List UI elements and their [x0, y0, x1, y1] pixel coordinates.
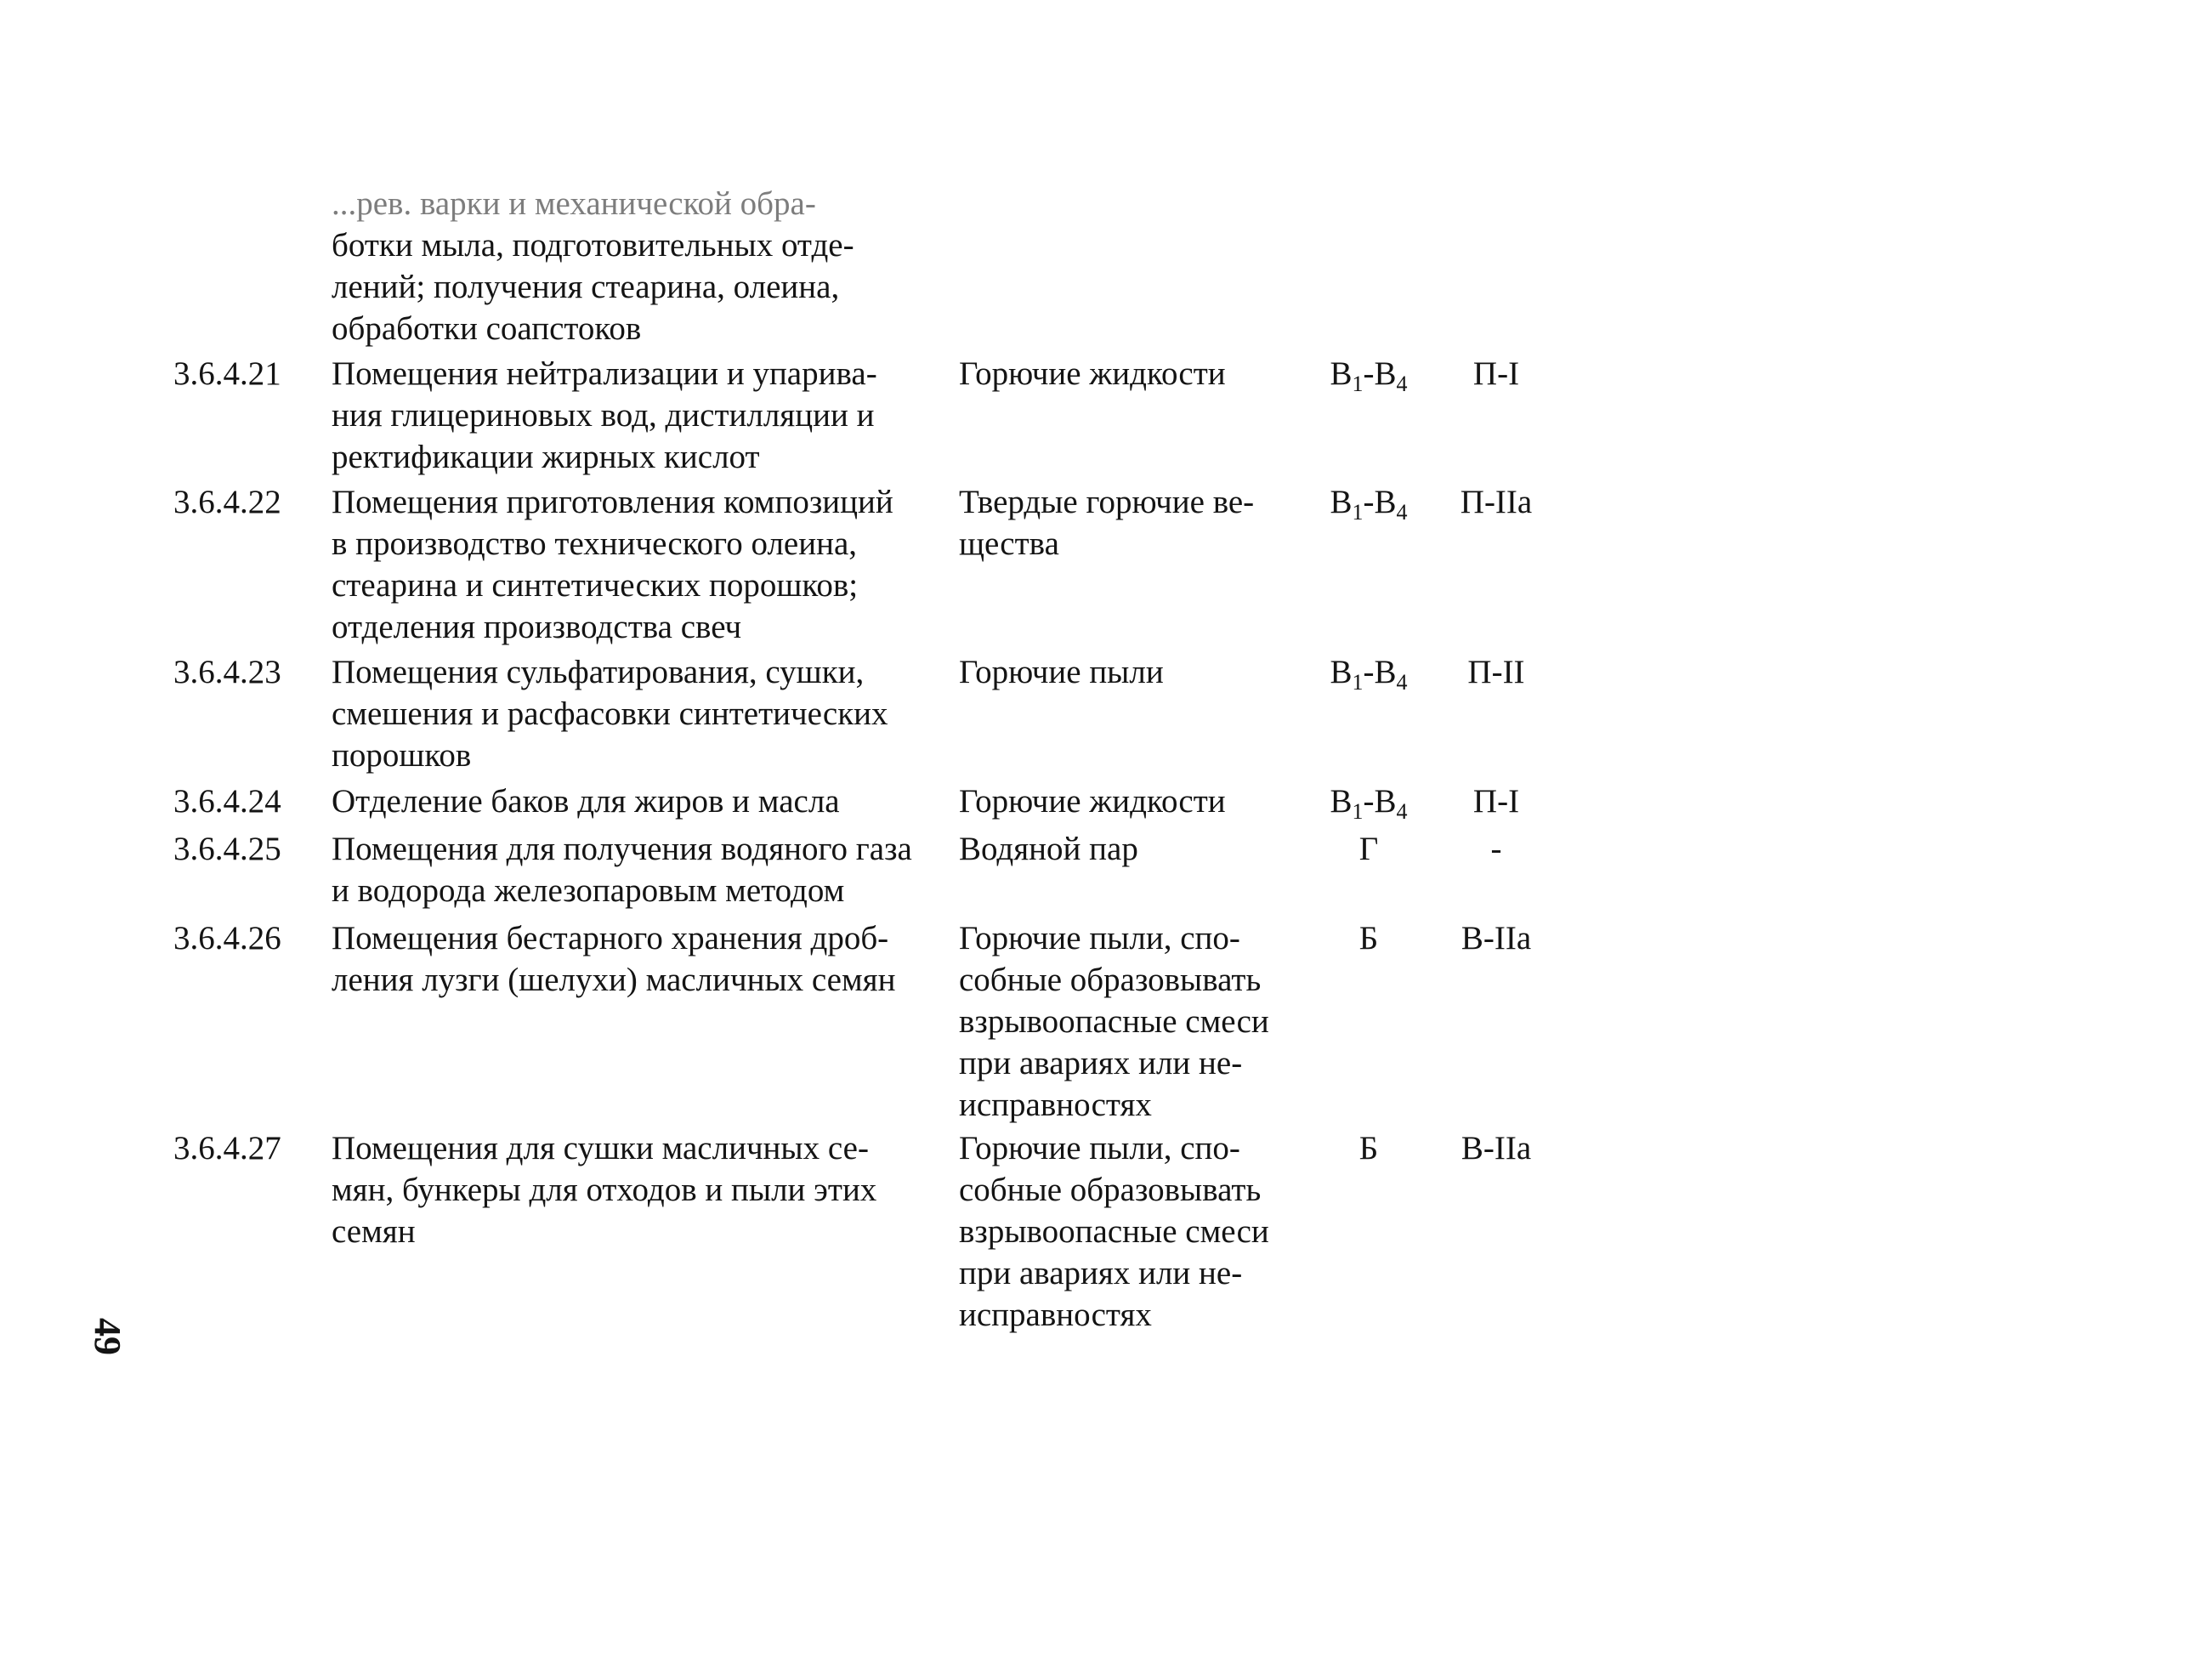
description-line: Отделение баков для жиров и масла	[332, 783, 840, 820]
description-line: в производство технического олеина,	[332, 525, 858, 562]
substance-line: взрывоопасные смеси	[959, 1213, 1269, 1250]
description-line: ректификации жирных кислот	[332, 439, 760, 475]
substance-line: собные образовывать	[959, 962, 1262, 998]
room-description	[332, 353, 877, 478]
substance-line: исправностях	[959, 1087, 1152, 1123]
category-index: 1	[1352, 500, 1364, 525]
continuation-line: лений; получения стеарина, олеина,	[332, 269, 840, 305]
description-line: отделения производства свеч	[332, 609, 742, 645]
substance-type	[959, 828, 1138, 870]
fire-category	[1292, 780, 1445, 832]
category-letter: В	[1330, 355, 1353, 392]
category-separator: -	[1363, 783, 1375, 820]
page-number: 49	[87, 1318, 128, 1355]
description-line: смешения и расфасовки синтетических	[332, 695, 888, 732]
description-line: ния глицериновых вод, дистилляции и	[332, 397, 875, 434]
substance-type	[959, 353, 1226, 394]
substance-line: собные образовывать	[959, 1172, 1262, 1208]
substance-line: исправностях	[959, 1297, 1152, 1333]
zone-class: В-IIа	[1460, 1130, 1532, 1166]
category-index: 1	[1352, 372, 1364, 396]
row-number: 3.6.4.24	[173, 783, 281, 820]
substance-line: взрывоопасные смеси	[959, 1003, 1269, 1040]
continuation-text	[332, 183, 854, 349]
room-description	[332, 828, 912, 911]
description-line: Помещения бестарного хранения дроб-	[332, 920, 889, 956]
category-letter: В	[1374, 484, 1397, 520]
row-number: 3.6.4.27	[173, 1130, 281, 1166]
description-line: Помещения приготовления композиций	[332, 484, 893, 520]
continuation-line: ...рев. варки и механической обра-	[332, 185, 816, 222]
category-index: 4	[1396, 799, 1408, 824]
room-description	[332, 917, 895, 1001]
description-line: стеарина и синтетических порошков;	[332, 567, 859, 604]
category-letter: В	[1330, 783, 1353, 820]
description-line: семян	[332, 1213, 416, 1250]
description-line: Помещения сульфатирования, сушки,	[332, 654, 865, 690]
fire-category: Г	[1358, 831, 1379, 867]
room-description	[332, 1127, 876, 1252]
substance-line: Горючие жидкости	[959, 783, 1226, 820]
category-letter: В	[1374, 783, 1397, 820]
row-number: 3.6.4.21	[173, 355, 281, 392]
row-number: 3.6.4.26	[173, 920, 281, 956]
category-letter: В	[1330, 484, 1353, 520]
description-line: Помещения для сушки масличных се-	[332, 1130, 869, 1166]
substance-type	[959, 917, 1269, 1126]
zone-class: П-IIа	[1460, 484, 1533, 520]
room-description	[332, 651, 888, 776]
description-line: Помещения для получения водяного газа	[332, 831, 912, 867]
room-description	[332, 481, 893, 648]
zone-class: -	[1490, 831, 1502, 867]
category-separator: -	[1363, 355, 1375, 392]
category-letter: В	[1374, 355, 1397, 392]
substance-type	[959, 651, 1164, 693]
zone-class: П-I	[1472, 355, 1520, 392]
fire-category: Б	[1358, 1130, 1379, 1166]
category-index: 4	[1396, 500, 1408, 525]
fire-category: Б	[1358, 920, 1379, 956]
category-index: 4	[1396, 670, 1408, 695]
fire-category	[1292, 651, 1445, 703]
substance-type	[959, 780, 1226, 822]
substance-line: Горючие пыли, спо-	[959, 1130, 1240, 1166]
category-separator: -	[1363, 654, 1375, 690]
row-number: 3.6.4.22	[173, 484, 281, 520]
description-line: Помещения нейтрализации и упарива-	[332, 355, 877, 392]
fire-category	[1292, 353, 1445, 405]
substance-line: при авариях или не-	[959, 1255, 1243, 1291]
description-line: мян, бункеры для отходов и пыли этих	[332, 1172, 877, 1208]
fire-category	[1292, 481, 1445, 533]
category-index: 1	[1352, 670, 1364, 695]
room-description	[332, 780, 840, 822]
zone-class: П-II	[1467, 654, 1525, 690]
substance-line: Водяной пар	[959, 831, 1138, 867]
substance-line: Горючие пыли, спо-	[959, 920, 1240, 956]
substance-type	[959, 481, 1254, 565]
continuation-line: обработки соапстоков	[332, 310, 642, 347]
category-letter: В	[1330, 654, 1353, 690]
zone-class: П-I	[1472, 783, 1520, 820]
substance-line: Горючие жидкости	[959, 355, 1226, 392]
category-letter: В	[1374, 654, 1397, 690]
row-number: 3.6.4.25	[173, 831, 281, 867]
substance-line: при авариях или не-	[959, 1045, 1243, 1081]
continuation-line: ботки мыла, подготовительных отде-	[332, 227, 854, 264]
zone-class: В-IIа	[1460, 920, 1532, 956]
row-number: 3.6.4.23	[173, 654, 281, 690]
description-line: и водорода железопаровым методом	[332, 872, 845, 909]
substance-type	[959, 1127, 1269, 1336]
substance-line: щества	[959, 525, 1059, 562]
description-line: ления лузги (шелухи) масличных семян	[332, 962, 896, 998]
category-separator: -	[1363, 484, 1375, 520]
substance-line: Горючие пыли	[959, 654, 1164, 690]
description-line: порошков	[332, 737, 472, 774]
category-index: 4	[1396, 372, 1408, 396]
substance-line: Твердые горючие ве-	[959, 484, 1255, 520]
category-index: 1	[1352, 799, 1364, 824]
